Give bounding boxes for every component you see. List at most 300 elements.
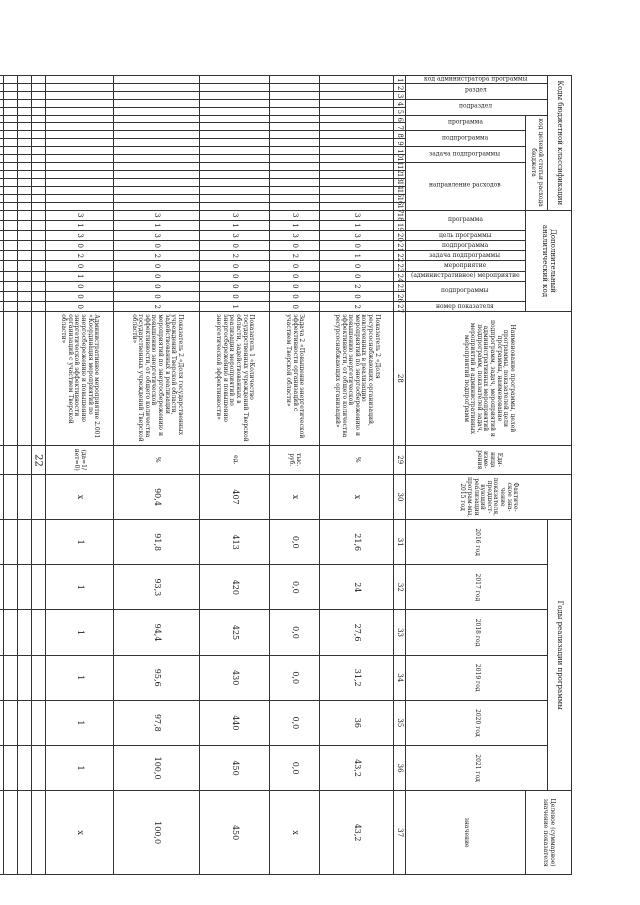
empty-cell bbox=[18, 123, 32, 131]
budget-code-cell bbox=[270, 147, 320, 155]
analytic-code-cell: 0 bbox=[114, 291, 200, 301]
empty-row bbox=[32, 76, 46, 875]
empty-cell bbox=[0, 791, 4, 875]
row-actual-value: x bbox=[320, 474, 394, 519]
col-num: 32 bbox=[394, 565, 406, 610]
budget-code-cell bbox=[320, 115, 394, 123]
empty-cell bbox=[18, 178, 32, 186]
row-target-value: x bbox=[270, 791, 320, 875]
empty-cell bbox=[32, 91, 46, 99]
analytic-code-cell: 0 bbox=[270, 271, 320, 281]
row-unit: (да=1/ нет=0) bbox=[46, 445, 114, 474]
empty-cell bbox=[4, 155, 18, 163]
col-num: 10 bbox=[394, 147, 406, 155]
analytic-code-cell: 0 bbox=[270, 281, 320, 291]
budget-code-cell bbox=[46, 99, 114, 107]
empty-cell bbox=[0, 147, 4, 155]
budget-code-cell bbox=[320, 83, 394, 91]
empty-cell bbox=[0, 261, 4, 271]
empty-cell bbox=[0, 162, 4, 170]
budget-code-cell bbox=[270, 178, 320, 186]
row-year-value: 27,6 bbox=[320, 610, 394, 655]
budget-code-cell bbox=[320, 147, 394, 155]
col-num: 21 bbox=[394, 241, 406, 251]
analytic-code-cell: 3 bbox=[270, 231, 320, 241]
year-2017-header: 2017 год bbox=[406, 565, 548, 610]
budget-code-cell bbox=[320, 186, 394, 194]
empty-cell bbox=[18, 271, 32, 281]
budget-code-cell bbox=[114, 123, 200, 131]
analytic-code-cell: 0 bbox=[114, 241, 200, 251]
budget-code-cell bbox=[270, 115, 320, 123]
row-year-value: 1 bbox=[46, 520, 114, 565]
budget-code-cell bbox=[200, 202, 270, 210]
empty-cell bbox=[4, 610, 18, 655]
budget-code-cell bbox=[320, 170, 394, 178]
row-year-value: 43,2 bbox=[320, 745, 394, 790]
budget-code-cell bbox=[200, 107, 270, 115]
row-year-value: 24 bbox=[320, 565, 394, 610]
analytic-code-cell: 3 bbox=[114, 231, 200, 241]
col-num: 7 bbox=[394, 123, 406, 131]
empty-cell bbox=[18, 186, 32, 194]
analytic-code-cell: 1 bbox=[320, 220, 394, 230]
empty-cell bbox=[32, 155, 46, 163]
col-num: 27 bbox=[394, 302, 406, 312]
analytic-code-cell: 2 bbox=[320, 302, 394, 312]
empty-cell bbox=[0, 76, 4, 84]
analytic-code-cell: 3 bbox=[200, 210, 270, 220]
empty-cell bbox=[32, 115, 46, 123]
empty-cell bbox=[32, 700, 46, 745]
col-num: 14 bbox=[394, 178, 406, 186]
col-num: 9 bbox=[394, 139, 406, 147]
empty-cell bbox=[32, 194, 46, 202]
empty-cell bbox=[18, 565, 32, 610]
row-year-value: 1 bbox=[46, 745, 114, 790]
analytic-code-cell: 0 bbox=[270, 302, 320, 312]
empty-cell bbox=[0, 271, 4, 281]
row-year-value: 1 bbox=[46, 610, 114, 655]
budget-code-cell bbox=[200, 76, 270, 84]
analytic-code-cell: 3 bbox=[320, 210, 394, 220]
empty-cell bbox=[4, 139, 18, 147]
year-2020-header: 2020 год bbox=[406, 700, 548, 745]
table-row bbox=[320, 76, 394, 875]
empty-cell bbox=[4, 123, 18, 131]
col-num: 16 bbox=[394, 194, 406, 202]
analytic-code-cell: 2 bbox=[270, 251, 320, 261]
empty-cell bbox=[0, 186, 4, 194]
budget-code-cell bbox=[46, 131, 114, 139]
row-actual-value: x bbox=[270, 474, 320, 519]
budget-code-cell bbox=[200, 186, 270, 194]
empty-cell bbox=[4, 700, 18, 745]
table-row bbox=[270, 76, 320, 875]
empty-cell bbox=[0, 610, 4, 655]
empty-cell bbox=[32, 791, 46, 875]
empty-cell bbox=[32, 261, 46, 271]
col-num: 8 bbox=[394, 131, 406, 139]
col-num: 20 bbox=[394, 231, 406, 241]
budget-code-cell bbox=[114, 76, 200, 84]
empty-cell bbox=[0, 231, 4, 241]
empty-cell bbox=[0, 745, 4, 790]
empty-cell bbox=[0, 155, 4, 163]
budget-code-cell bbox=[270, 139, 320, 147]
row-year-value: 0,0 bbox=[270, 655, 320, 700]
row-name: Показатель 2 «Доля государственных учреждений Тверской области, задействованных в реализации мероприятий по энергосбережению и повышению энергетической эффективности, от общего количества государственных учреждений Тверской области» bbox=[114, 312, 200, 445]
empty-cell bbox=[4, 271, 18, 281]
row-year-value: 1 bbox=[46, 565, 114, 610]
program-indicators-table bbox=[0, 75, 572, 875]
empty-cell bbox=[32, 474, 46, 519]
budget-code-cell bbox=[200, 115, 270, 123]
analytic-code-cell: 0 bbox=[200, 281, 270, 291]
extra-sub-event-header: подпрограммы bbox=[406, 281, 526, 301]
analytic-code-cell: 3 bbox=[114, 210, 200, 220]
analytic-code-cell: 1 bbox=[200, 220, 270, 230]
target-value-header: значение bbox=[406, 791, 526, 875]
empty-cell bbox=[4, 162, 18, 170]
analytic-code-cell: 0 bbox=[320, 291, 394, 301]
empty-cell bbox=[32, 162, 46, 170]
row-name: Задача 2 «Повышение энергетической эффективности организаций с участием Тверской области» bbox=[270, 312, 320, 445]
row-year-value: 95,6 bbox=[114, 655, 200, 700]
empty-cell bbox=[32, 178, 46, 186]
empty-cell bbox=[18, 76, 32, 84]
empty-cell bbox=[18, 312, 32, 445]
empty-cell bbox=[18, 131, 32, 139]
empty-cell bbox=[32, 123, 46, 131]
row-unit: % bbox=[320, 445, 394, 474]
subprogram-code-header: подпрограмма bbox=[406, 131, 526, 147]
empty-cell bbox=[4, 178, 18, 186]
budget-code-cell bbox=[46, 76, 114, 84]
subsection-header: подраздел bbox=[406, 99, 548, 115]
row-year-value: 420 bbox=[200, 565, 270, 610]
empty-cell bbox=[32, 610, 46, 655]
empty-cell bbox=[0, 115, 4, 123]
empty-cell bbox=[4, 474, 18, 519]
col-num: 15 bbox=[394, 186, 406, 194]
col-num: 3 bbox=[394, 91, 406, 99]
extra-indicator-header: номер показателя bbox=[406, 302, 526, 312]
row-name: Административное мероприятие 2.001 «Координация мероприятий по энергосбережению и повышению энергетической эффективности организаций с участием Тверской области» bbox=[46, 312, 114, 445]
budget-code-cell bbox=[270, 170, 320, 178]
col-num: 24 bbox=[394, 271, 406, 281]
analytic-code-cell: 1 bbox=[46, 271, 114, 281]
budget-code-cell bbox=[270, 186, 320, 194]
empty-cell bbox=[18, 91, 32, 99]
empty-cell bbox=[4, 186, 18, 194]
empty-cell bbox=[32, 76, 46, 84]
budget-code-cell bbox=[200, 91, 270, 99]
budget-code-cell bbox=[46, 83, 114, 91]
empty-cell bbox=[18, 241, 32, 251]
budget-code-cell bbox=[320, 162, 394, 170]
empty-cell bbox=[4, 202, 18, 210]
row-target-value: x bbox=[46, 791, 114, 875]
empty-cell bbox=[4, 131, 18, 139]
row-unit: ед. bbox=[200, 445, 270, 474]
col-num: 29 bbox=[394, 445, 406, 474]
empty-cell bbox=[4, 302, 18, 312]
row-target-value: 450 bbox=[200, 791, 270, 875]
table-row bbox=[114, 76, 200, 875]
empty-cell bbox=[18, 700, 32, 745]
empty-cell bbox=[18, 202, 32, 210]
budget-code-cell bbox=[320, 107, 394, 115]
row-year-value: 94,4 bbox=[114, 610, 200, 655]
analytic-code-cell: 0 bbox=[46, 261, 114, 271]
budget-code-cell bbox=[46, 178, 114, 186]
row-actual-value: x bbox=[46, 474, 114, 519]
empty-cell bbox=[18, 220, 32, 230]
analytic-code-cell: 0 bbox=[114, 271, 200, 281]
row-target-value: 100,0 bbox=[114, 791, 200, 875]
analytic-code-cell: 0 bbox=[200, 241, 270, 251]
empty-cell bbox=[32, 302, 46, 312]
col-num: 23 bbox=[394, 261, 406, 271]
empty-row bbox=[18, 76, 32, 875]
analytic-code-cell: 0 bbox=[270, 261, 320, 271]
extra-goal-header: цель программы bbox=[406, 231, 526, 241]
year-2019-header: 2019 год bbox=[406, 655, 548, 700]
empty-cell bbox=[32, 220, 46, 230]
row-year-value: 440 bbox=[200, 700, 270, 745]
empty-cell bbox=[18, 520, 32, 565]
empty-cell bbox=[18, 83, 32, 91]
row-year-value: 0,0 bbox=[270, 610, 320, 655]
row-actual-value: 407 bbox=[200, 474, 270, 519]
analytic-code-cell: 3 bbox=[46, 210, 114, 220]
empty-cell bbox=[4, 312, 18, 445]
empty-cell bbox=[0, 99, 4, 107]
empty-cell bbox=[0, 655, 4, 700]
budget-code-cell bbox=[200, 99, 270, 107]
budget-code-cell bbox=[320, 139, 394, 147]
col-num: 2 bbox=[394, 83, 406, 91]
col-num: 22 bbox=[394, 251, 406, 261]
empty-cell bbox=[0, 565, 4, 610]
empty-cell bbox=[18, 261, 32, 271]
empty-cell bbox=[18, 791, 32, 875]
analytic-code-cell: 3 bbox=[320, 231, 394, 241]
empty-cell bbox=[4, 231, 18, 241]
empty-cell bbox=[4, 261, 18, 271]
empty-cell bbox=[0, 312, 4, 445]
col-num: 33 bbox=[394, 610, 406, 655]
analytic-code-cell: 1 bbox=[270, 220, 320, 230]
empty-cell bbox=[4, 745, 18, 790]
empty-cell bbox=[18, 115, 32, 123]
analytic-code-cell: 0 bbox=[320, 261, 394, 271]
empty-cell bbox=[32, 231, 46, 241]
budget-code-cell bbox=[46, 162, 114, 170]
empty-cell bbox=[32, 520, 46, 565]
col-num: 12 bbox=[394, 162, 406, 170]
empty-cell bbox=[18, 281, 32, 291]
year-2021-header: 2021 год bbox=[406, 745, 548, 790]
budget-code-cell bbox=[114, 186, 200, 194]
analytic-code-cell: 0 bbox=[114, 281, 200, 291]
budget-code-cell bbox=[270, 194, 320, 202]
table-row bbox=[46, 76, 114, 875]
empty-cell bbox=[4, 115, 18, 123]
empty-cell bbox=[18, 291, 32, 301]
empty-cell bbox=[4, 210, 18, 220]
empty-cell bbox=[0, 251, 4, 261]
budget-code-cell bbox=[320, 131, 394, 139]
empty-cell bbox=[4, 241, 18, 251]
row-name: Показатель 2 «Доля ресурсоснабжающих организаций, вовлеченных в реализацию мероприятий по энергосбережению и повышению энергетической эффективности, от общего количества ресурсоснабжающих организаций» bbox=[320, 312, 394, 445]
analytic-code-cell: 0 bbox=[114, 261, 200, 271]
budget-code-cell bbox=[270, 83, 320, 91]
analytic-code-cell: 0 bbox=[200, 261, 270, 271]
empty-cell bbox=[0, 107, 4, 115]
subprogram-goal-code-header: задача подпрограммы bbox=[406, 147, 526, 163]
empty-cell bbox=[32, 312, 46, 445]
row-year-value: 0,0 bbox=[270, 565, 320, 610]
budget-code-cell bbox=[270, 76, 320, 84]
empty-cell bbox=[0, 123, 4, 131]
col-num: 26 bbox=[394, 291, 406, 301]
budget-code-cell bbox=[46, 115, 114, 123]
budget-code-cell bbox=[320, 91, 394, 99]
row-year-value: 0,0 bbox=[270, 700, 320, 745]
row-year-value: 31,2 bbox=[320, 655, 394, 700]
empty-cell bbox=[4, 107, 18, 115]
budget-code-cell bbox=[114, 139, 200, 147]
budget-code-cell bbox=[114, 99, 200, 107]
empty-row bbox=[4, 76, 18, 875]
empty-cell bbox=[0, 131, 4, 139]
col-num: 13 bbox=[394, 170, 406, 178]
analytic-code-cell: 0 bbox=[200, 271, 270, 281]
empty-cell bbox=[32, 271, 46, 281]
row-year-value: 36 bbox=[320, 700, 394, 745]
empty-cell bbox=[32, 655, 46, 700]
empty-cell bbox=[32, 745, 46, 790]
empty-cell bbox=[32, 170, 46, 178]
unit-header: Еди-ница изме-рения bbox=[406, 445, 572, 474]
col-num: 17 bbox=[394, 202, 406, 210]
empty-cell bbox=[0, 241, 4, 251]
analytic-code-cell: 0 bbox=[46, 241, 114, 251]
empty-cell bbox=[0, 170, 4, 178]
empty-cell bbox=[18, 147, 32, 155]
budget-code-cell bbox=[46, 107, 114, 115]
empty-cell bbox=[32, 139, 46, 147]
analytic-code-cell: 2 bbox=[114, 302, 200, 312]
analytic-code-cell: 2 bbox=[114, 251, 200, 261]
col-num: 5 bbox=[394, 107, 406, 115]
budget-code-cell bbox=[270, 123, 320, 131]
analytic-code-cell: 3 bbox=[46, 231, 114, 241]
budget-code-cell bbox=[320, 123, 394, 131]
actual-header: Фактиче-ское зна-чение показателя, предшест-вующий реализации програм-мы, 2015 год bbox=[406, 474, 572, 519]
budget-code-cell bbox=[114, 83, 200, 91]
budget-code-cell bbox=[114, 170, 200, 178]
section-header: раздел bbox=[406, 83, 548, 99]
name-header: Наименование программы, целей программы, показателей цели программы, наименование подпрограмм, задач, мероприятий и административных мероприятий подпрограмм, показателей задач, мероприятий и административных мероприятий подпрограмм bbox=[406, 312, 572, 445]
budget-code-cell bbox=[114, 178, 200, 186]
empty-row bbox=[0, 76, 4, 875]
col-num: 30 bbox=[394, 474, 406, 519]
empty-cell bbox=[32, 147, 46, 155]
empty-cell bbox=[4, 83, 18, 91]
extra-admin-event-header: (административное) мероприятие bbox=[406, 271, 526, 281]
direction-code-header: направление расходов bbox=[406, 162, 526, 210]
row-actual-value: 90,4 bbox=[114, 474, 200, 519]
row-unit: тыс. руб. bbox=[270, 445, 320, 474]
table-row bbox=[200, 76, 270, 875]
extra-sub-goal-header: задача подпрограммы bbox=[406, 251, 526, 261]
empty-cell bbox=[4, 220, 18, 230]
empty-cell bbox=[32, 131, 46, 139]
empty-cell bbox=[32, 210, 46, 220]
empty-cell bbox=[4, 76, 18, 84]
budget-code-cell bbox=[200, 147, 270, 155]
analytic-code-cell: 3 bbox=[200, 231, 270, 241]
budget-code-cell bbox=[114, 115, 200, 123]
budget-code-cell bbox=[320, 194, 394, 202]
empty-cell bbox=[18, 107, 32, 115]
empty-cell bbox=[4, 194, 18, 202]
empty-cell bbox=[4, 147, 18, 155]
program-code-header: программа bbox=[406, 115, 526, 131]
empty-cell bbox=[4, 655, 18, 700]
budget-code-cell bbox=[200, 194, 270, 202]
target-article-header: код целевой статьи расхода бюджета bbox=[526, 115, 548, 210]
budget-code-cell bbox=[114, 147, 200, 155]
budget-code-cell bbox=[46, 155, 114, 163]
budget-code-cell bbox=[200, 83, 270, 91]
budget-code-cell bbox=[270, 107, 320, 115]
col-num: 25 bbox=[394, 281, 406, 291]
row-year-value: 1 bbox=[46, 655, 114, 700]
row-target-value: 43,2 bbox=[320, 791, 394, 875]
empty-cell bbox=[0, 700, 4, 745]
empty-cell bbox=[4, 520, 18, 565]
year-2016-header: 2016 год bbox=[406, 520, 548, 565]
budget-code-cell bbox=[270, 99, 320, 107]
col-num: 35 bbox=[394, 700, 406, 745]
analytic-code-cell: 0 bbox=[46, 281, 114, 291]
budget-code-cell bbox=[46, 194, 114, 202]
empty-cell bbox=[0, 91, 4, 99]
empty-cell bbox=[4, 291, 18, 301]
empty-cell bbox=[18, 210, 32, 220]
rotated-table-container bbox=[60, 75, 572, 875]
budget-code-cell bbox=[320, 76, 394, 84]
analytic-code-cell: 1 bbox=[114, 220, 200, 230]
empty-cell bbox=[18, 445, 32, 474]
empty-cell bbox=[4, 91, 18, 99]
row-year-value: 1 bbox=[46, 700, 114, 745]
row-year-value: 91,8 bbox=[114, 520, 200, 565]
analytic-code-cell: 0 bbox=[270, 291, 320, 301]
row-name: Показатель 1 «Количество государственных учреждений Тверской области, задействованных в реализации мероприятий по энергосбережению и повышению энергетической эффективности» bbox=[200, 312, 270, 445]
empty-cell bbox=[18, 170, 32, 178]
budget-code-cell bbox=[114, 91, 200, 99]
analytic-code-cell: 1 bbox=[200, 302, 270, 312]
analytic-code-cell: 0 bbox=[270, 241, 320, 251]
empty-cell bbox=[32, 281, 46, 291]
year-2018-header: 2018 год bbox=[406, 610, 548, 655]
empty-cell bbox=[32, 241, 46, 251]
